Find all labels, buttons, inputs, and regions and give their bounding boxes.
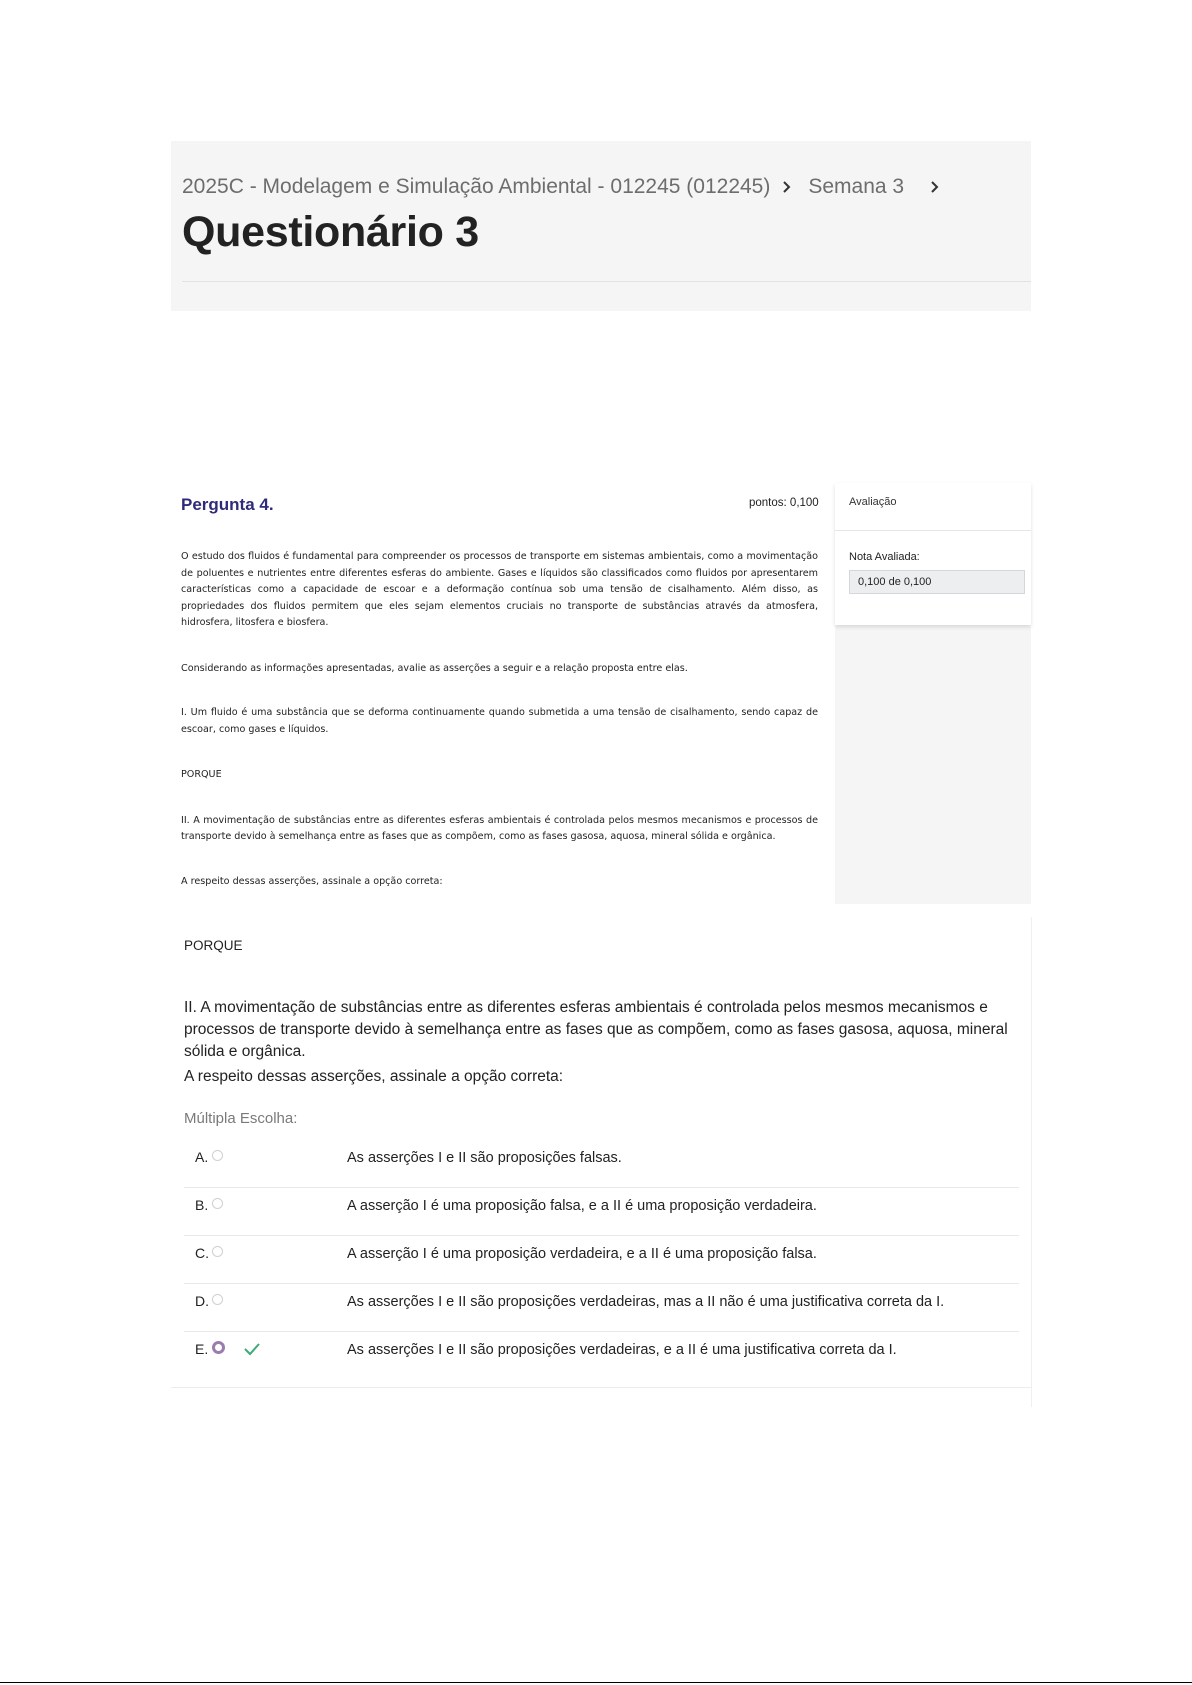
question-intro: O estudo dos fluidos é fundamental para compreender os processos de transporte em sistemas ambientais, como a movimentação de poluentes e nutrientes entre diferentes esferas do ambiente. Gases e líquidos são classificados como fluidos por apresentarem características como a capacidade de escoar e a deformação contínua sob uma tensão de cisalhamento. Além disso, as propriedades dos fluidos permitem que eles sejam elementos cruciais no transporte de substâncias através da atmosfera, hidrosfera, litosfera e biosfera.: [181, 551, 818, 628]
multiple-choice-label: Múltipla Escolha:: [184, 1110, 298, 1127]
question-body: [181, 549, 818, 890]
page-header: [171, 141, 1031, 311]
answer-option-c[interactable]: [184, 1235, 1019, 1284]
page-footer-line: [0, 1682, 1192, 1683]
question-prompt: A respeito dessas asserções, assinale a opção correta:: [184, 1068, 564, 1085]
answers-panel: [171, 917, 1032, 1407]
page-title: Questionário 3: [182, 208, 479, 256]
question-points: pontos: 0,100: [749, 497, 819, 509]
answer-option-a[interactable]: [184, 1139, 1019, 1188]
porque-text: PORQUE: [181, 769, 222, 780]
option-letter: A.: [195, 1149, 209, 1165]
question-title: Pergunta 4.: [181, 495, 274, 514]
evaluation-heading: Avaliação: [849, 496, 897, 508]
option-text: A asserção I é uma proposição verdadeira, e a II é uma proposição falsa.: [347, 1246, 817, 1262]
answers-divider: [171, 1387, 1031, 1388]
assertion-ii: II. A movimentação de substâncias entre as diferentes esferas ambientais é controlada pelos mesmos mecanismos e processos de transporte devido à semelhança entre as fases que as compõem, como as fases gasosa, aquosa, mineral sólida e orgânica.: [184, 999, 1008, 1060]
header-divider: [182, 281, 1031, 282]
radio-button-selected[interactable]: [212, 1341, 225, 1354]
assertion-ii: II. A movimentação de substâncias entre as diferentes esferas ambientais é controlada pelos mesmos mecanismos e processos de transporte devido à semelhança entre as fases que as compõem, como as fases gasosa, aquosa, mineral sólida e orgânica.: [181, 814, 818, 842]
checkmark-icon: [243, 1342, 261, 1361]
radio-button[interactable]: [212, 1294, 223, 1305]
radio-button[interactable]: [212, 1198, 223, 1209]
option-letter: E.: [195, 1341, 209, 1357]
answer-option-b[interactable]: [184, 1187, 1019, 1236]
evaluation-card: [835, 483, 1031, 625]
porque-text: PORQUE: [184, 938, 243, 953]
option-letter: B.: [195, 1197, 209, 1213]
option-text: A asserção I é uma proposição falsa, e a II é uma proposição verdadeira.: [347, 1198, 817, 1214]
question-prompt: A respeito dessas asserções, assinale a opção correta:: [181, 875, 443, 887]
chevron-right-icon: [782, 180, 792, 194]
answer-option-e[interactable]: [184, 1331, 1019, 1379]
assertion-i: I. Um fluido é uma substância que se deforma continuamente quando submetida a uma tensão de cisalhamento, sendo capaz de escoar, como gases e líquidos.: [181, 707, 818, 735]
option-letter: C.: [195, 1245, 209, 1261]
breadcrumb-course[interactable]: 2025C - Modelagem e Simulação Ambiental - 012245 (012245): [182, 175, 771, 198]
option-letter: D.: [195, 1293, 209, 1309]
question-panel: [171, 483, 1031, 904]
radio-button[interactable]: [212, 1150, 223, 1161]
breadcrumb-week[interactable]: Semana 3: [808, 175, 905, 198]
option-text: As asserções I e II são proposições verdadeiras, mas a II não é uma justificativa correta da I.: [347, 1294, 945, 1310]
question-considering: Considerando as informações apresentadas, avalie as asserções a seguir e a relação proposta entre elas.: [181, 662, 688, 674]
grade-label: Nota Avaliada:: [849, 551, 920, 563]
grade-field: 0,100 de 0,100: [849, 570, 1025, 594]
radio-button[interactable]: [212, 1246, 223, 1257]
evaluation-sidebar: [835, 483, 1031, 904]
option-text: As asserções I e II são proposições verdadeiras, e a II é uma justificativa correta da I.: [347, 1342, 897, 1358]
breadcrumb: [182, 175, 956, 199]
option-text: As asserções I e II são proposições falsas.: [347, 1150, 622, 1166]
chevron-right-icon: [930, 180, 940, 194]
answer-option-d[interactable]: [184, 1283, 1019, 1332]
evaluation-divider: [835, 530, 1031, 531]
